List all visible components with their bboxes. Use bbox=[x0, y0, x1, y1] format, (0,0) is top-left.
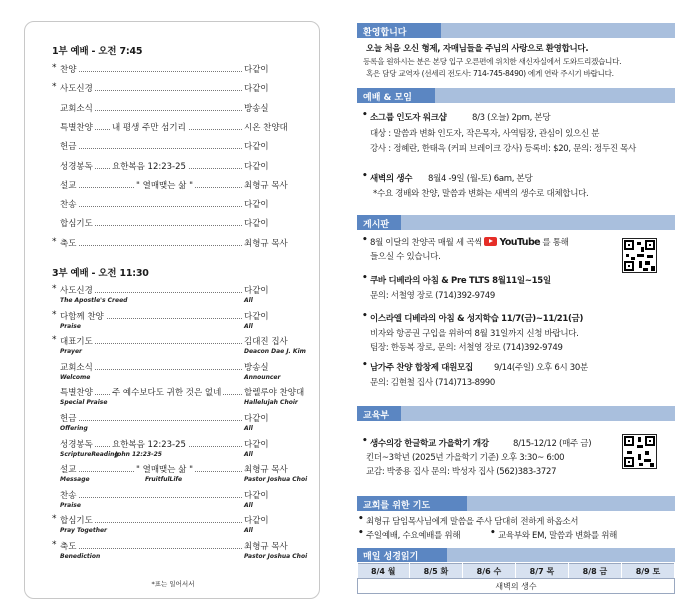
cuba-contact: 문의: 서철영 장로 (714)392-9749 bbox=[370, 291, 496, 301]
israel-line2: 비자와 항공권 구입을 위하여 8월 31일까지 신청 바랍니다. bbox=[370, 329, 579, 339]
dawn-when: 8월4 -9일 (월-토) 6am, 본당 bbox=[428, 174, 533, 184]
program-item-leader: 다같이 bbox=[244, 516, 269, 527]
program-leader-english: All bbox=[244, 425, 253, 432]
leader-dots bbox=[60, 206, 268, 207]
program-leader-english: Hallelujah Choir bbox=[244, 399, 298, 407]
program-row bbox=[52, 540, 302, 554]
program-item-label: 설교 bbox=[60, 465, 77, 476]
program-leader-english: All bbox=[244, 450, 253, 458]
program-row bbox=[52, 361, 302, 375]
program-item-label: 사도신경 bbox=[60, 286, 93, 296]
bullet: • bbox=[362, 360, 368, 370]
program-item-label: 합심기도 bbox=[60, 516, 93, 527]
program-item-detail: 요한복음 12:23-25 bbox=[112, 439, 186, 450]
workshop-title: 소그룹 인도자 워크샵 bbox=[370, 113, 447, 123]
program-item-label: 설교 bbox=[60, 180, 77, 191]
program-item-label: 사도신경 bbox=[60, 84, 93, 95]
program-row bbox=[52, 140, 302, 154]
standing-footnote: *표는 일어서서 bbox=[151, 580, 195, 588]
program-row bbox=[52, 82, 302, 96]
program-item-detail: " 열매맺는 삶 " bbox=[136, 180, 193, 191]
program-item-label: 교회소식 bbox=[60, 362, 93, 373]
order-of-worship-panel bbox=[24, 21, 320, 599]
program-item-english: Special Praise bbox=[60, 399, 108, 407]
program-row bbox=[52, 217, 302, 231]
program-row bbox=[52, 63, 302, 77]
program-item-english: Pray Together bbox=[60, 527, 108, 535]
bible-heading: 매일 성경읽기 bbox=[357, 548, 447, 562]
standing-mark: * bbox=[52, 82, 57, 93]
standing-mark: * bbox=[52, 236, 57, 247]
program-item-label: 헌금 bbox=[60, 414, 77, 424]
standing-mark: * bbox=[52, 284, 57, 294]
israel-contact: 팀장: 한동복 장로, 문의: 서철영 장로 (714)392-9749 bbox=[370, 343, 563, 353]
program-row bbox=[52, 160, 302, 174]
education-heading: 교육부 bbox=[357, 406, 401, 421]
workshop-when: 8/3 (오늘) 2pm, 본당 bbox=[472, 113, 551, 123]
welcome-line1: 오늘 처음 오신 형제, 자매님들을 주님의 사랑으로 환영합니다. bbox=[366, 44, 589, 54]
program-detail-english: John 12:23-25 bbox=[115, 450, 162, 458]
program-item-english: Welcome bbox=[60, 373, 91, 381]
choir-contact: 문의: 김현철 집사 (714)713-8990 bbox=[370, 378, 496, 388]
program-row bbox=[52, 438, 302, 452]
standing-mark: * bbox=[52, 540, 57, 550]
program-item-leader: 다같이 bbox=[244, 65, 269, 75]
bible-days-row bbox=[358, 564, 675, 579]
program-item-english: Offering bbox=[60, 425, 88, 432]
bible-day-cell: 8/4 월 bbox=[358, 564, 410, 579]
program-item-detail: 내 평생 주만 섬기리 bbox=[112, 122, 186, 133]
program-row bbox=[52, 121, 302, 135]
school-grades: 킨더~3학년 (2025년 가을학기 기준) 오후 3:30~ 6:00 bbox=[366, 453, 565, 463]
bible-note-row bbox=[358, 579, 675, 594]
program-row bbox=[52, 335, 302, 349]
leader-dots bbox=[60, 548, 268, 549]
leader-dots bbox=[60, 71, 268, 72]
program-item-label: 축도 bbox=[60, 542, 77, 552]
program-item-leader: 다같이 bbox=[244, 286, 269, 296]
program-item-leader: 다같이 bbox=[244, 142, 269, 153]
school-when: 8/15-12/12 (매주 금) bbox=[513, 439, 592, 449]
bullet: • bbox=[358, 528, 364, 538]
welcome-line2: 등록을 원하시는 분은 본당 입구 오른편에 위치한 새신자실에서 도와드리겠습니다. bbox=[363, 57, 622, 66]
standing-mark: * bbox=[52, 309, 57, 320]
standing-mark: * bbox=[52, 63, 57, 73]
program-item-label: 찬송 bbox=[60, 200, 77, 211]
bible-day-cell: 8/7 목 bbox=[515, 564, 568, 579]
workshop-speaker: 강사 : 정혜란, 한태윽 (커피 브레이크 강사) 등록비: $20, 문의: 정두진 목사 bbox=[370, 144, 636, 154]
praise-song-line1 bbox=[370, 236, 569, 248]
qr-code-icon bbox=[622, 238, 657, 273]
worship-heading: 예배 & 모임 bbox=[357, 88, 435, 103]
dawn-note: *수요 경배와 찬양, 말씀과 변화는 새벽의 생수로 대체합니다. bbox=[373, 189, 589, 199]
leader-dots bbox=[60, 245, 268, 246]
program-leader-english: All bbox=[244, 501, 253, 509]
program-item-english: ScriptureReading bbox=[60, 450, 119, 458]
leader-dots bbox=[60, 148, 268, 149]
praise-song-line2: 들으실 수 있습니다. bbox=[370, 252, 441, 262]
program-item-english: Praise bbox=[60, 322, 81, 330]
praise-song-text-a: 8월 이달의 찬양곡 매월 세 곡씩 bbox=[370, 238, 483, 248]
program-row bbox=[52, 514, 302, 528]
service3-title: 3부 예배 - 오전 11:30 bbox=[52, 268, 149, 279]
bible-day-cell: 8/6 수 bbox=[462, 564, 515, 579]
program-item-label: 다함께 찬양 bbox=[60, 311, 104, 322]
program-item-label: 특별찬양 bbox=[60, 122, 93, 133]
program-item-label: 특별찬양 bbox=[60, 388, 93, 399]
workshop-audience: 대상 : 말씀과 변화 인도자, 작은목자, 사역팀장, 관심이 있으신 분 bbox=[370, 129, 600, 139]
program-leader-english: Announcer bbox=[244, 373, 281, 381]
welcome-section-bar bbox=[357, 23, 675, 38]
bible-note: 새벽의 생수 bbox=[358, 579, 675, 594]
program-item-leader: 다같이 bbox=[244, 219, 269, 230]
program-leader-english: Deacon Dae J. Kim bbox=[244, 348, 306, 356]
program-item-label: 합심기도 bbox=[60, 219, 93, 230]
welcome-heading: 환영합니다 bbox=[357, 23, 441, 38]
choir-when: 9/14(주일) 오후 6시 30분 bbox=[494, 363, 588, 373]
program-item-label: 대표기도 bbox=[60, 337, 93, 348]
leader-dots bbox=[60, 497, 268, 498]
standing-mark: * bbox=[52, 514, 57, 525]
praise-song-text-b: 를 통해 bbox=[542, 238, 569, 248]
bible-day-cell: 8/9 토 bbox=[621, 564, 674, 579]
program-row bbox=[52, 386, 305, 400]
bullet: • bbox=[362, 235, 368, 245]
leader-dots bbox=[60, 420, 268, 421]
dawn-title: 새벽의 생수 bbox=[370, 174, 413, 184]
program-item-leader: 다같이 bbox=[244, 311, 269, 322]
youtube-logo bbox=[484, 237, 540, 248]
education-section-bar bbox=[357, 406, 675, 421]
youtube-play-icon bbox=[484, 237, 497, 246]
program-item-leader: 최형규 목사 bbox=[244, 465, 288, 476]
worship-section-bar bbox=[357, 88, 675, 103]
program-item-leader: 다같이 bbox=[244, 84, 269, 95]
program-item-english: Praise bbox=[60, 501, 81, 509]
program-item-english: Benediction bbox=[60, 553, 101, 560]
bullet: • bbox=[362, 110, 368, 120]
cuba-title: 쿠바 디베라의 아침 & Pre TLTS 8월11일~15일 bbox=[370, 276, 551, 286]
program-row bbox=[52, 412, 302, 426]
program-item-detail: 요한복음 12:23-25 bbox=[112, 161, 186, 172]
program-item-leader: 다같이 bbox=[244, 414, 269, 424]
service1-title: 1부 예배 - 오전 7:45 bbox=[52, 46, 143, 57]
bible-day-cell: 8/5 화 bbox=[409, 564, 462, 579]
bible-section-bar bbox=[357, 548, 675, 562]
program-item-label: 찬양 bbox=[60, 65, 77, 75]
israel-title: 이스라엘 디베라의 아침 & 성지학습 11/7(금)~11/21(금) bbox=[370, 314, 584, 324]
bullet: • bbox=[362, 311, 368, 321]
program-leader-english: All bbox=[244, 297, 253, 304]
bullet: • bbox=[362, 171, 368, 181]
program-row bbox=[52, 102, 302, 116]
program-item-english: The Apostle's Creed bbox=[60, 297, 128, 304]
program-leader-english: All bbox=[244, 527, 253, 535]
program-row bbox=[52, 489, 302, 503]
program-item-leader: 다같이 bbox=[244, 490, 269, 501]
qr-code-icon bbox=[622, 434, 657, 469]
program-item-label: 성경봉독 bbox=[60, 161, 93, 172]
program-item-label: 축도 bbox=[60, 238, 77, 249]
program-item-english: Prayer bbox=[60, 348, 82, 356]
bible-day-cell: 8/8 금 bbox=[568, 564, 621, 579]
program-item-label: 성경봉독 bbox=[60, 439, 93, 450]
program-item-leader: 다같이 bbox=[244, 200, 269, 211]
bullet: • bbox=[362, 273, 368, 283]
program-row bbox=[52, 310, 302, 324]
standing-mark: * bbox=[52, 335, 57, 346]
bullet: • bbox=[362, 436, 368, 446]
school-contact: 교감: 박중용 집사 문의: 박성자 집사 (562)383-3727 bbox=[366, 467, 557, 477]
program-item-label: 교회소식 bbox=[60, 103, 93, 114]
school-title: 생수의강 한글학교 가을학기 개강 bbox=[370, 439, 489, 449]
board-heading: 게시판 bbox=[357, 215, 401, 230]
program-item-label: 찬송 bbox=[60, 490, 77, 501]
program-item-leader: 다같이 bbox=[244, 439, 269, 450]
youtube-wordmark: YouTube bbox=[499, 237, 541, 248]
program-item-leader: 최형규 목사 bbox=[244, 180, 288, 191]
program-leader-english: All bbox=[244, 322, 253, 330]
program-row bbox=[52, 237, 302, 251]
bullet: • bbox=[490, 528, 496, 538]
prayer-section-bar bbox=[357, 496, 675, 511]
board-section-bar bbox=[357, 215, 675, 230]
program-item-leader: 최형규 목사 bbox=[244, 238, 288, 249]
welcome-line3: 혹은 담당 교역자 (선세리 전도사: 714-745-8490) 에게 연락 주시기 바랍니다. bbox=[366, 69, 614, 78]
program-item-leader: 방송실 bbox=[244, 362, 269, 373]
program-item-leader: 할렐루야 찬양대 bbox=[244, 388, 305, 399]
program-item-leader: 다같이 bbox=[244, 161, 269, 172]
prayer-line1: 최형규 담임목사님에게 말씀을 주사 담대히 전하게 하옵소서 bbox=[366, 517, 579, 527]
program-item-leader: 시온 찬양대 bbox=[244, 122, 288, 133]
program-item-label: 헌금 bbox=[60, 142, 77, 153]
program-row bbox=[52, 284, 302, 298]
prayer-line2: 주일예배, 수요예배를 위해 bbox=[366, 531, 461, 541]
program-item-leader: 김대진 집사 bbox=[244, 337, 288, 348]
bible-reading-table bbox=[357, 563, 675, 594]
program-detail-english: FruitfulLife bbox=[145, 476, 183, 484]
prayer-line2b: 교육부와 EM, 말씀과 변화를 위해 bbox=[498, 531, 618, 541]
program-row bbox=[52, 463, 302, 477]
program-row bbox=[52, 179, 302, 193]
program-item-detail: " 열매맺는 삶 " bbox=[136, 465, 193, 476]
program-item-leader: 최형규 목사 bbox=[244, 542, 288, 552]
program-item-detail: 주 예수보다도 귀한 것은 없네 bbox=[112, 388, 222, 399]
prayer-heading: 교회를 위한 기도 bbox=[357, 496, 467, 511]
bullet: • bbox=[358, 514, 364, 524]
program-row bbox=[52, 198, 302, 212]
program-leader-english: Pastor Joshua Choi bbox=[244, 553, 308, 560]
program-item-english: Message bbox=[60, 476, 90, 484]
program-item-leader: 방송실 bbox=[244, 103, 269, 114]
choir-title: 남가주 찬양 합창제 대원모집 bbox=[370, 363, 473, 373]
program-leader-english: Pastor Joshua Choi bbox=[244, 476, 308, 484]
